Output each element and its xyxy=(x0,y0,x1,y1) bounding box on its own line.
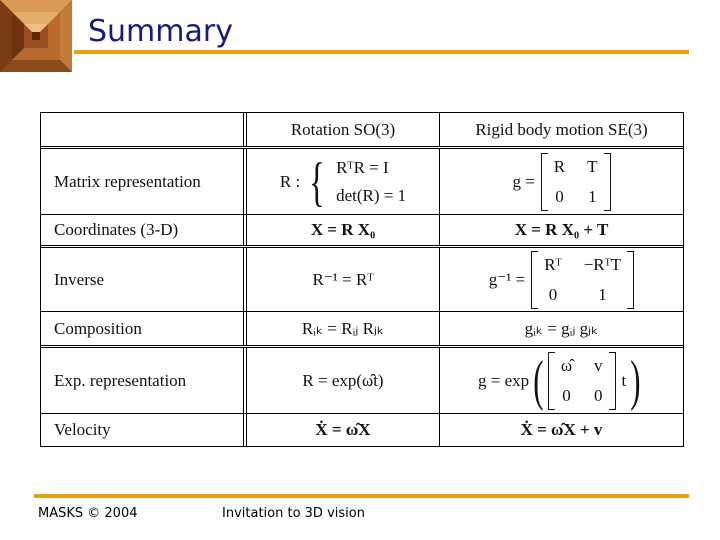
left-paren-icon: ( xyxy=(533,349,544,412)
matrix-entry: 0 xyxy=(555,186,564,206)
rotation-constraint-2: det(R) = 1 xyxy=(336,185,407,205)
row-label: Coordinates (3-D) xyxy=(54,220,179,239)
rigid-coordinates: X = R X₀ + T xyxy=(514,220,609,239)
rotation-matrix-cell xyxy=(247,149,439,214)
row-label: Composition xyxy=(54,318,142,338)
header-empty-cell xyxy=(41,113,243,146)
footer-divider xyxy=(34,494,689,498)
bracket-matrix xyxy=(548,352,616,410)
matrix-entry: 1 xyxy=(598,284,607,304)
left-brace-icon: { xyxy=(309,151,325,212)
table-row xyxy=(41,348,683,414)
table-row xyxy=(41,149,683,215)
rotation-velocity: Ẋ = ω̂X xyxy=(315,420,371,439)
rotation-coordinates: X = R X₀ xyxy=(310,220,376,239)
table-row xyxy=(41,414,683,446)
exp-t: t xyxy=(621,370,627,390)
matrix-entry: 0 xyxy=(562,385,571,405)
bracket-matrix xyxy=(541,153,611,211)
table-row xyxy=(41,248,683,312)
bracket-matrix xyxy=(531,251,634,309)
matrix-entry: ω̂ xyxy=(560,355,573,375)
row-label: Exp. representation xyxy=(54,370,187,390)
table-row xyxy=(41,312,683,348)
rigid-velocity: Ẋ = ω̂X + v xyxy=(520,420,603,439)
header-rigid-motion: Rigid body motion SE(3) xyxy=(475,119,648,139)
summary-table xyxy=(40,112,684,447)
matrix-entry: Rᵀ xyxy=(544,254,562,274)
left-bracket-icon xyxy=(548,352,555,410)
header-rotation: Rotation SO(3) xyxy=(290,119,396,139)
rotation-constraint-1: RᵀR = I xyxy=(336,157,389,177)
left-bracket-icon xyxy=(541,153,548,211)
rotation-lhs: R : xyxy=(279,171,301,191)
rigid-composition: gᵢₖ = gᵢⱼ gⱼₖ xyxy=(524,318,599,338)
page-title: Summary xyxy=(88,14,233,49)
matrix-entry: T xyxy=(587,156,598,176)
rigid-lhs: g = xyxy=(512,171,535,191)
matrix-entry: 1 xyxy=(588,186,597,206)
masks-logo-icon xyxy=(0,0,72,72)
rigid-matrix-cell xyxy=(440,149,683,214)
right-paren-icon: ) xyxy=(630,349,641,412)
rigid-exp-lhs: g = exp xyxy=(478,370,530,390)
right-bracket-icon xyxy=(609,352,616,410)
title-divider xyxy=(74,50,689,54)
footer-copyright: MASKS © 2004 xyxy=(38,506,138,521)
right-bracket-icon xyxy=(627,251,634,309)
row-label: Velocity xyxy=(54,420,111,439)
table-header-row xyxy=(41,113,683,149)
matrix-entry: −RᵀT xyxy=(583,254,622,274)
rigid-inverse-lhs: g⁻¹ = xyxy=(488,269,526,289)
rotation-exp: R = exp(ω̂t) xyxy=(302,370,384,390)
matrix-entry: R xyxy=(553,156,566,176)
footer-course-title: Invitation to 3D vision xyxy=(222,506,365,521)
rigid-inverse-cell xyxy=(440,248,683,311)
matrix-entry: v xyxy=(594,355,603,375)
row-label: Matrix representation xyxy=(54,171,201,191)
row-label: Inverse xyxy=(54,269,105,289)
rotation-inverse: R⁻¹ = Rᵀ xyxy=(312,269,374,289)
matrix-entry: 0 xyxy=(594,385,603,405)
table-row xyxy=(41,215,683,248)
matrix-entry: 0 xyxy=(548,284,558,304)
right-bracket-icon xyxy=(604,153,611,211)
rigid-exp-cell xyxy=(440,348,683,413)
rotation-composition: Rᵢₖ = Rᵢⱼ Rⱼₖ xyxy=(301,318,385,338)
left-bracket-icon xyxy=(531,251,538,309)
